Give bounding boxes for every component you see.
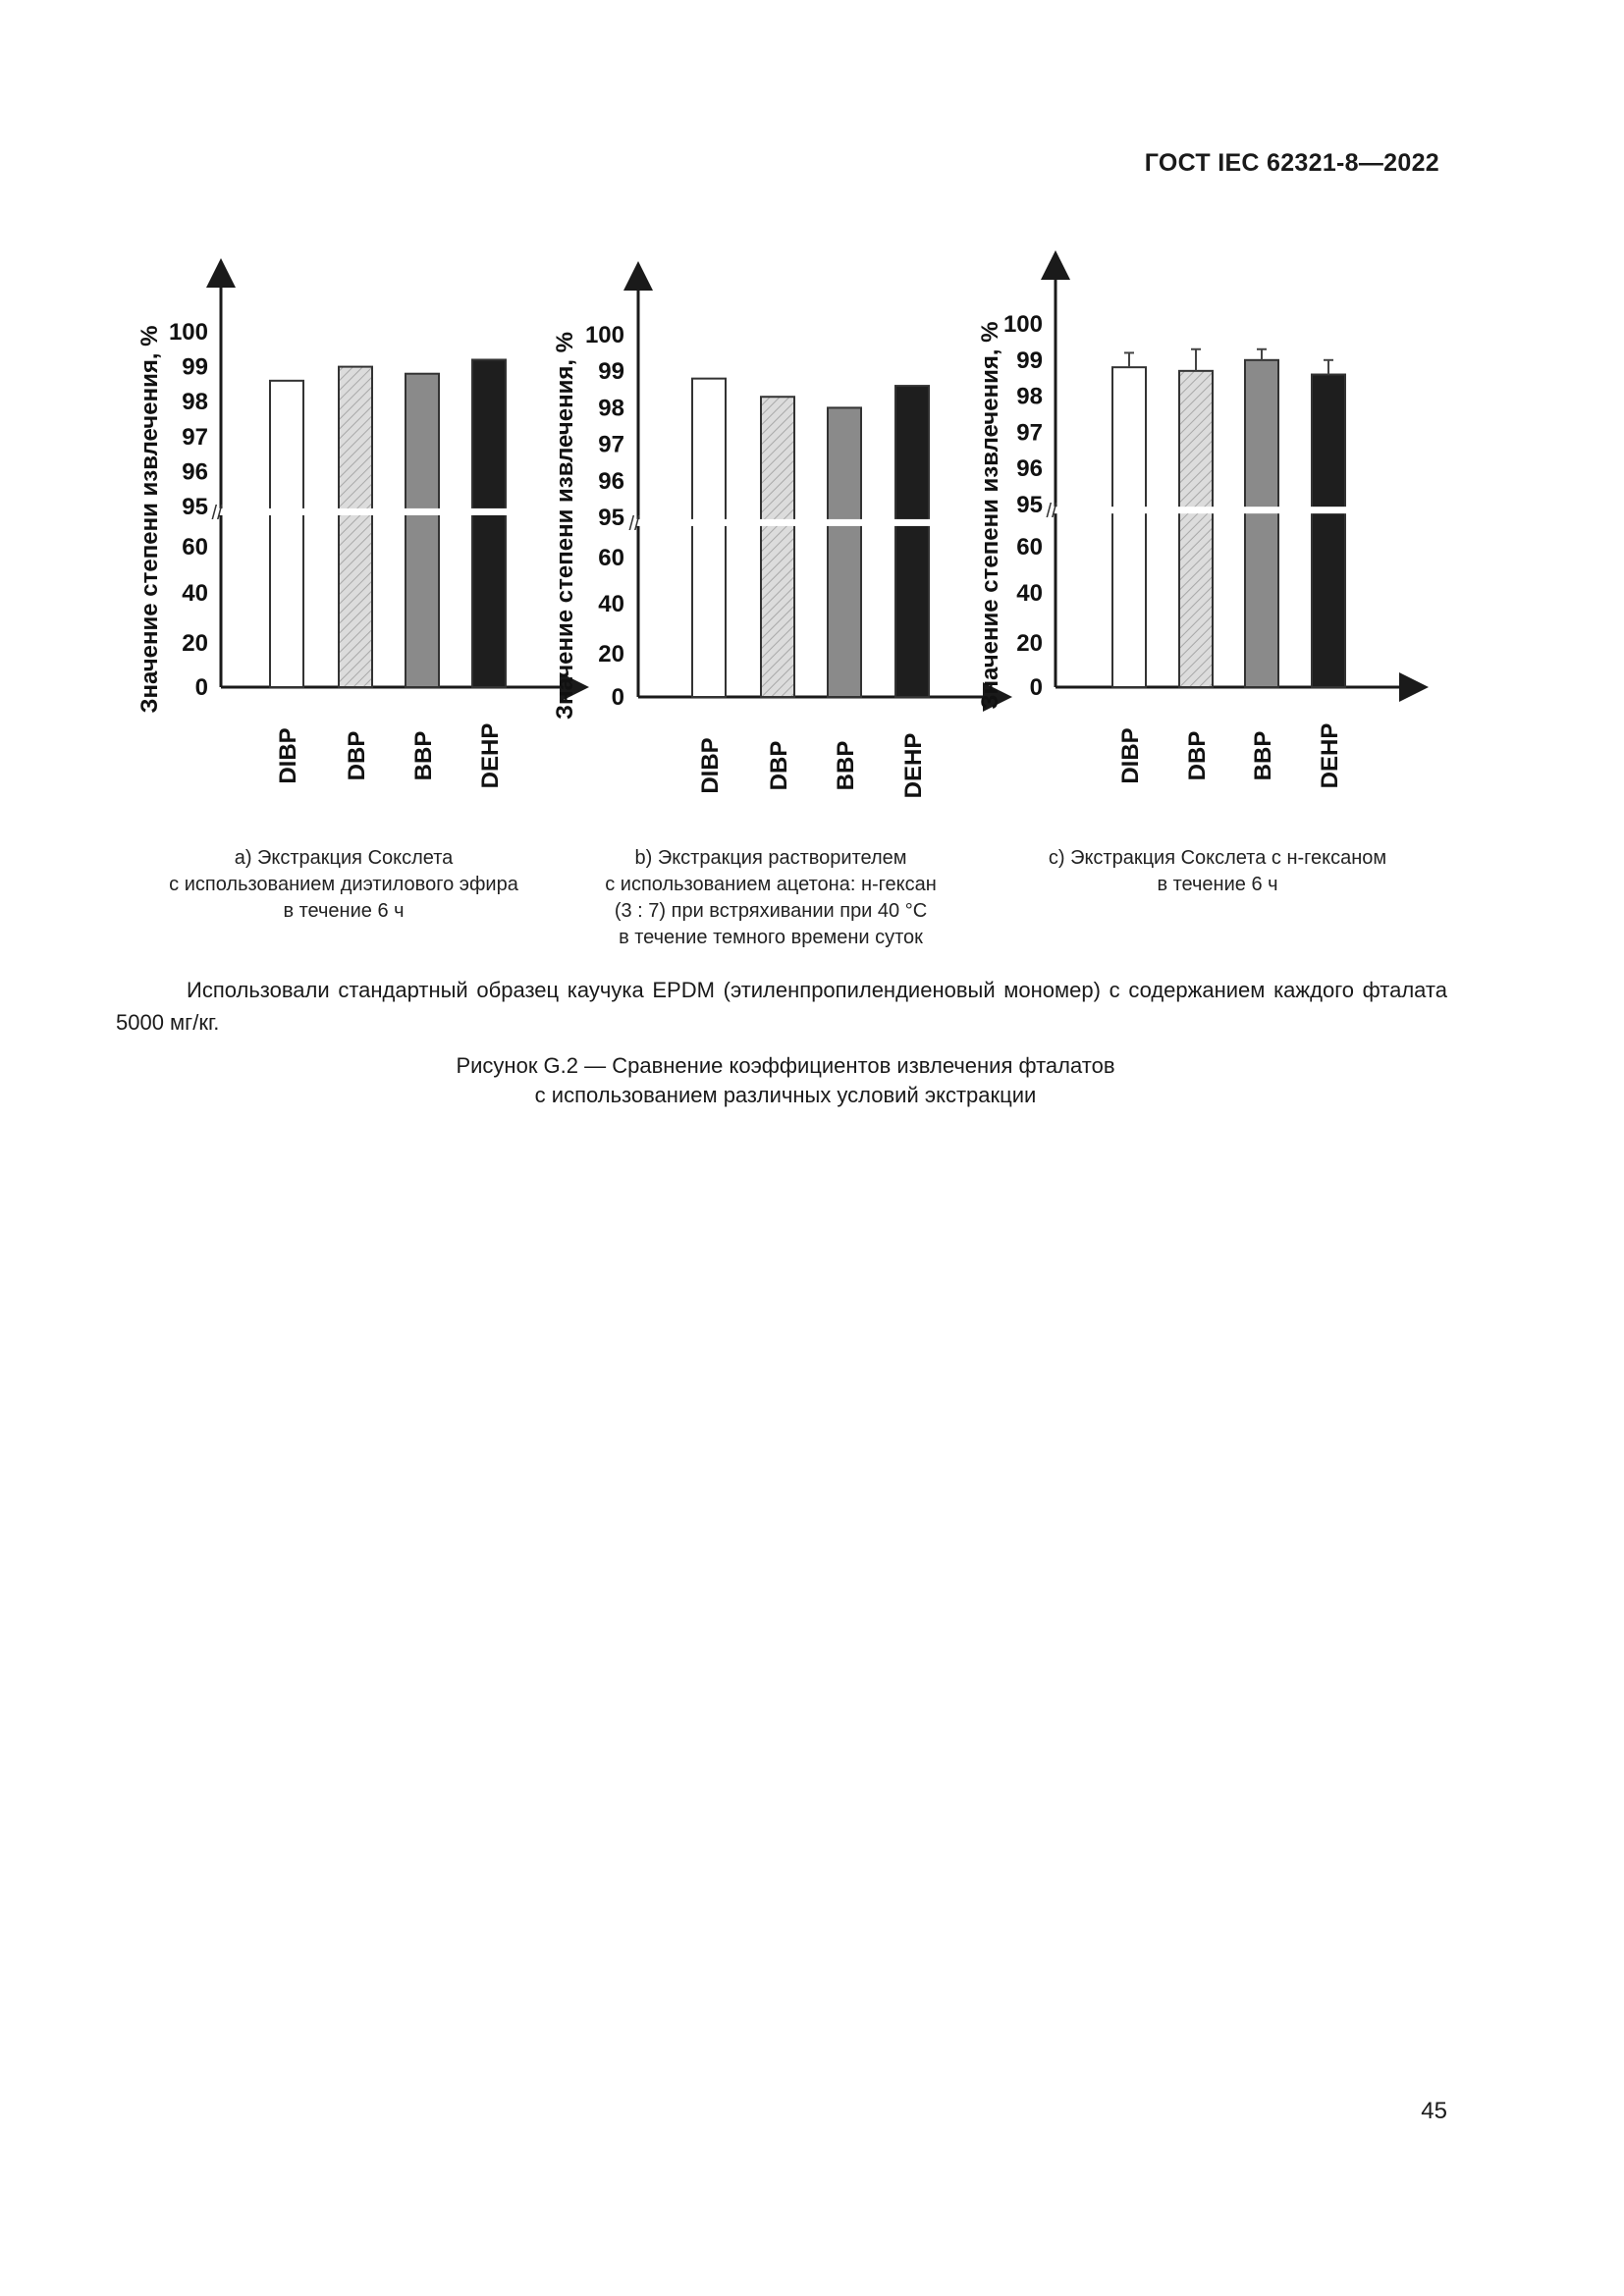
figure-title-line: с использованием различных условий экстракции [534,1083,1037,1107]
y-tick-label: 99 [182,353,208,381]
y-tick-label: 96 [1016,455,1043,483]
chart-panel-c [977,265,1414,788]
y-tick-label: 40 [598,591,624,617]
bar-bbp [828,407,861,697]
y-tick-label: 0 [194,674,208,701]
y-tick-label: 40 [1016,580,1043,607]
page-number: 45 [1421,2098,1447,2124]
x-tick-label: DIBP [1117,727,1144,784]
y-tick-label: 96 [598,467,624,495]
caption-b-line: (3 : 7) при встряхивании при 40 °С [614,900,928,922]
y-tick-label: 97 [598,431,624,458]
y-tick-label: 99 [1016,347,1043,374]
caption-c-line: в течение 6 ч [1157,874,1278,895]
y-axis-label: Значение степени извлечения, % [136,325,163,714]
caption-a-line: в течение 6 ч [283,900,405,922]
y-tick-label: 0 [611,684,624,711]
y-tick-label: 100 [584,322,624,348]
y-tick-label: 98 [182,389,208,416]
x-tick-label: BBP [410,730,437,781]
chart-panel-b [552,276,998,798]
x-tick-label: DBP [766,740,792,791]
chart-panel-a [136,273,574,788]
y-tick-label: 97 [1016,419,1043,447]
y-tick-label: 60 [598,545,624,571]
x-tick-label: DEHP [900,732,927,799]
y-tick-label: 99 [598,358,624,386]
bar-dehp [1312,375,1345,687]
bar-dibp [270,381,303,687]
bar-dehp [895,386,929,697]
y-axis-label: Значение степени извлечения, % [977,321,1003,710]
x-tick-label: DBP [344,730,370,781]
axis-break-mark: // [628,512,640,535]
y-tick-label: 100 [168,319,208,346]
x-tick-label: DBP [1184,730,1211,781]
caption-a [137,845,550,925]
x-tick-label: DIBP [697,737,724,794]
y-tick-label: 20 [1016,630,1043,657]
caption-c [1011,845,1424,898]
y-tick-label: 40 [182,580,208,607]
x-tick-label: DIBP [275,727,301,784]
bar-dbp [339,367,372,687]
caption-b-line: b) Экстракция растворителем [634,847,907,869]
bar-bbp [406,374,439,687]
x-tick-label: DEHP [477,722,504,789]
axis-break-mark: // [1046,501,1057,523]
y-tick-label: 98 [1016,383,1043,410]
y-tick-label: 98 [598,395,624,422]
figure-title-line: Рисунок G.2 — Сравнение коэффициентов извлечения фталатов [456,1053,1115,1078]
document-code: ГОСТ IEC 62321-8—2022 [1144,149,1439,177]
caption-a-line: а) Экстракция Сокслета [234,847,454,869]
bar-dibp [692,379,726,697]
bar-bbp [1245,360,1278,687]
y-tick-label: 96 [182,458,208,486]
caption-b-line: с использованием ацетона: н-гексан [605,874,937,895]
x-tick-label: BBP [1250,730,1276,781]
caption-b-line: в течение темного времени суток [619,927,923,948]
bar-dibp [1112,367,1146,687]
caption-c-line: с) Экстракция Сокслета с н-гексаном [1048,847,1387,869]
bar-dbp [761,397,794,697]
y-tick-label: 100 [1002,311,1043,338]
caption-a-line: с использованием диэтилового эфира [169,874,518,895]
axis-break-mark: // [211,502,223,524]
figure-note: Использовали стандартный образец каучука EPDM (этиленпропилендиеновый мономер) с содержанием каждого фталата 5000 мг/кг. [116,978,1447,1035]
caption-b [565,845,977,951]
y-tick-label: 97 [182,423,208,451]
bar-dbp [1179,371,1213,687]
y-tick-label: 60 [182,534,208,561]
y-tick-label: 95 [1016,492,1043,518]
figure-title [0,1051,1571,1110]
y-axis-label: Значение степени извлечения, % [552,331,578,721]
axis-break-band [626,519,998,526]
y-tick-label: 20 [182,630,208,657]
bar-dehp [472,359,506,687]
y-tick-label: 0 [1029,674,1043,701]
y-tick-label: 95 [598,505,624,531]
y-tick-label: 60 [1016,534,1043,561]
figure-charts [0,0,1624,982]
y-tick-label: 20 [598,641,624,667]
y-tick-label: 95 [182,494,208,520]
axis-break-band [209,508,574,515]
axis-break-band [1044,507,1414,513]
x-tick-label: DEHP [1317,722,1343,789]
x-tick-label: BBP [833,740,859,791]
